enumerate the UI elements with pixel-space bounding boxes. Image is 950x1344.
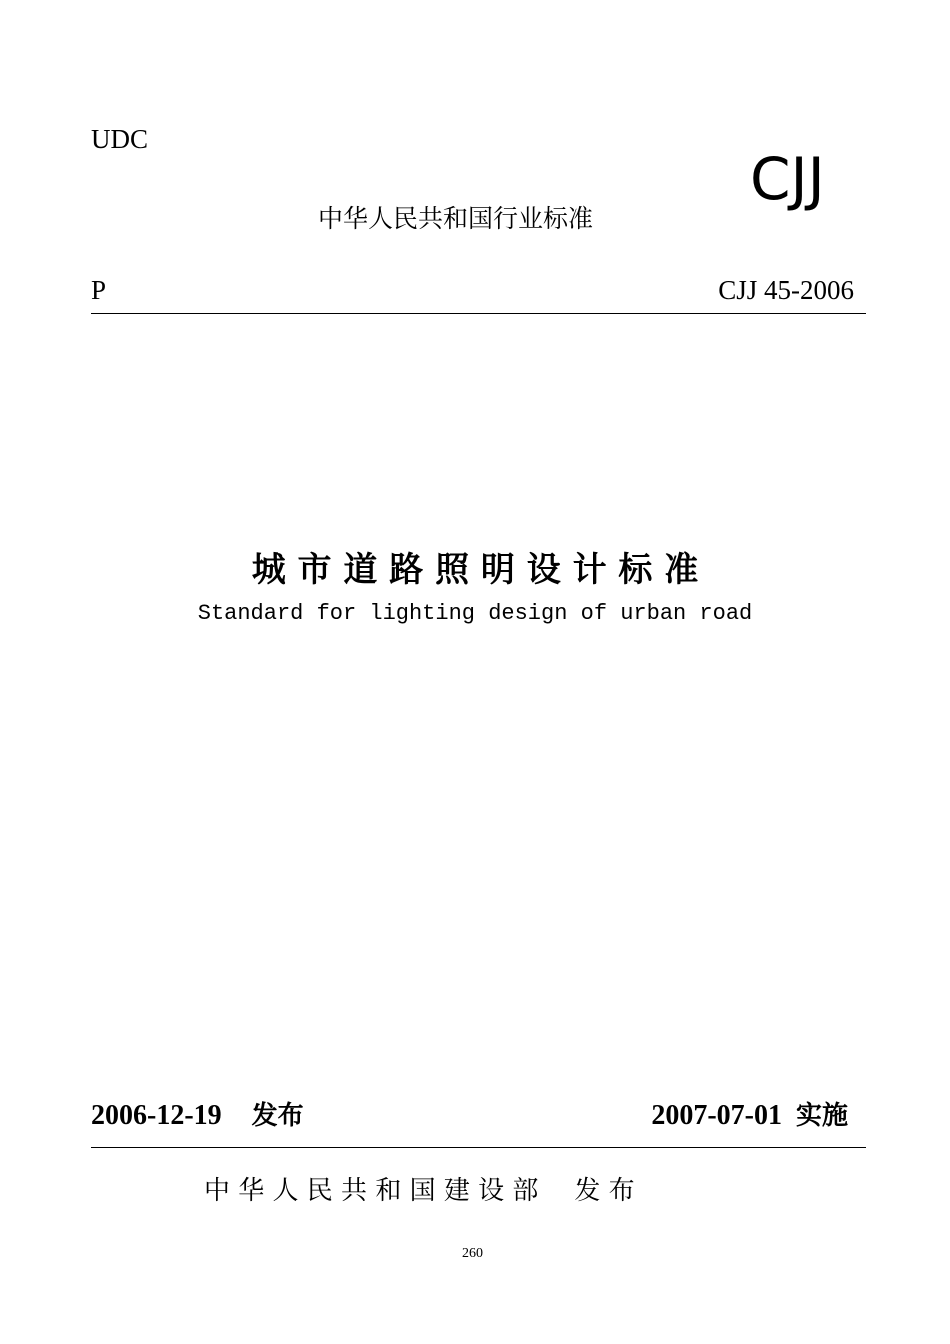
bottom-rule (91, 1147, 866, 1148)
udc-label: UDC (91, 124, 149, 154)
page-number: 260 (462, 1246, 483, 1261)
title-zh: 城 市 道 路 照 明 设 计 标 准 (251, 550, 699, 590)
title-en: Standard for lighting design of urban road (197, 601, 753, 626)
issuer-line (204, 1170, 635, 1207)
standard-category: 中华人民共和国行业标准 (318, 204, 594, 233)
issue-label: 发布 (251, 1101, 304, 1131)
issue-date-line (91, 1095, 304, 1132)
effective-date-line (651, 1095, 848, 1132)
top-rule (91, 313, 866, 314)
effective-label: 实施 (795, 1101, 848, 1131)
series-logo: CJJ (750, 145, 825, 213)
standard-number: CJJ 45-2006 (718, 275, 854, 305)
issue-date: 2006-12-19 (91, 1100, 222, 1131)
effective-date: 2007-07-01 (651, 1100, 782, 1131)
issuer-action: 发 布 (574, 1176, 635, 1206)
issuer-org: 中 华 人 民 共 和 国 建 设 部 (204, 1176, 539, 1206)
classification-code: P (91, 275, 107, 305)
